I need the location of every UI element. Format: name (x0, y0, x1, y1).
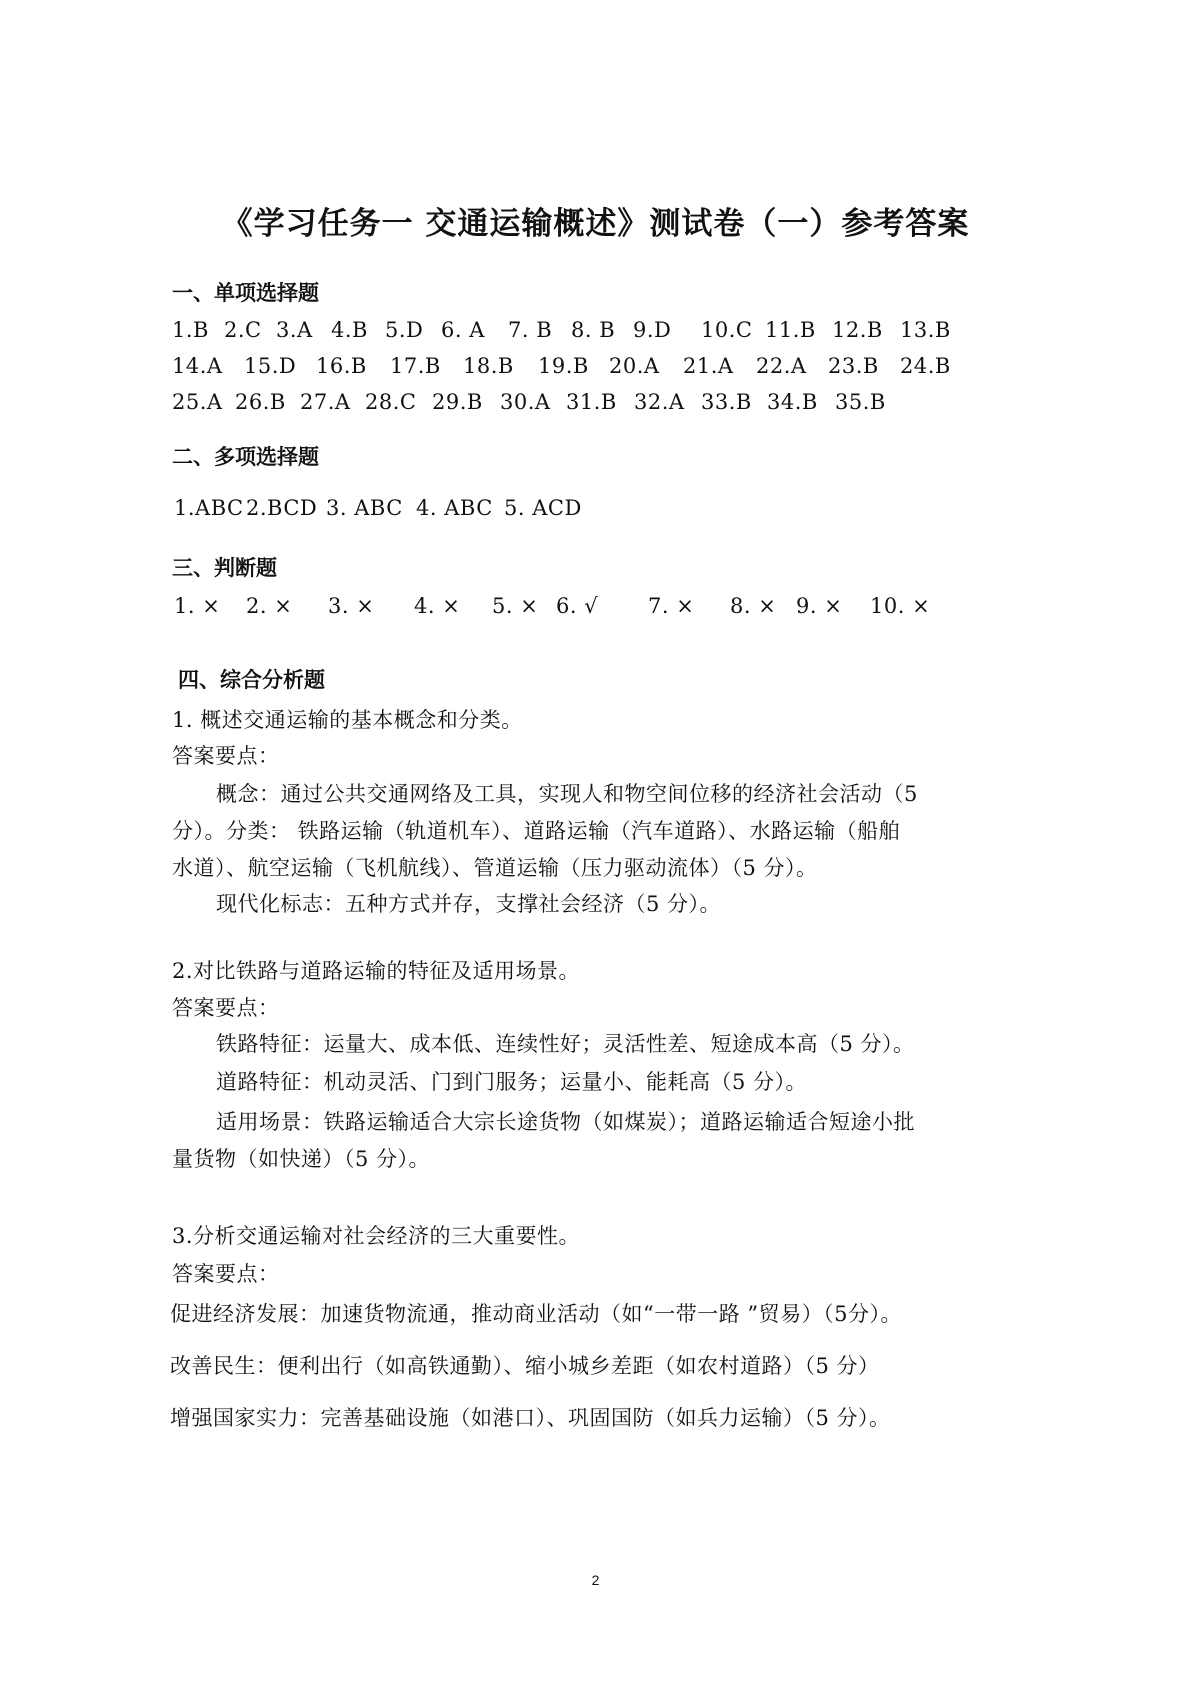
answer-label: 答案要点： (172, 744, 280, 768)
answer-item: 26.B (235, 390, 286, 414)
question-2: 2.对比铁路与道路运输的特征及适用场景。 (172, 959, 581, 983)
answer-item: 25.A (172, 390, 223, 414)
answer-row-3 (172, 390, 1052, 420)
answer-item: 22.A (756, 354, 807, 378)
answer-item: 33.B (701, 390, 752, 414)
answer-item: 4. ABC (416, 496, 493, 520)
answer-item: 35.B (835, 390, 886, 414)
multi-choice-answers (174, 496, 774, 526)
answer-item: 8. B (571, 318, 616, 342)
answer-item: 10.C (701, 318, 753, 342)
answer-item: 15.D (244, 354, 297, 378)
section-heading-comprehensive: 四、综合分析题 (178, 668, 325, 692)
answer-item: 2.C (224, 318, 262, 342)
page-title: 《学习任务一 交通运输概述》测试卷（一）参考答案 (221, 206, 970, 242)
answer-item: 4.B (331, 318, 368, 342)
answer-label: 答案要点： (172, 996, 280, 1020)
answer-item: 21.A (683, 354, 734, 378)
true-false-answers (174, 594, 974, 624)
answer-item: 8. × (730, 594, 777, 618)
answer-item: 10. × (870, 594, 931, 618)
section-heading-multiple-choice: 二、多项选择题 (172, 445, 319, 469)
answer-item: 7. × (648, 594, 695, 618)
answer-item: 27.A (300, 390, 351, 414)
answer-item: 1.ABC (174, 496, 244, 520)
page-number: 2 (591, 1572, 600, 1588)
answer-text: 分）。分类： 铁路运输（轨道机车）、道路运输（汽车道路）、水路运输（船舶 (172, 819, 901, 843)
answer-item: 29.B (432, 390, 483, 414)
answer-item: 2.BCD (246, 496, 318, 520)
answer-item: 1.B (172, 318, 209, 342)
answer-text: 现代化标志：五种方式并存，支撑社会经济（5 分）。 (216, 892, 722, 916)
answer-item: 32.A (634, 390, 685, 414)
answer-item: 1. × (174, 594, 221, 618)
answer-item: 6. √ (556, 594, 599, 618)
question-1: 1. 概述交通运输的基本概念和分类。 (172, 708, 523, 732)
section-heading-true-false: 三、判断题 (172, 556, 277, 580)
answer-item: 23.B (828, 354, 879, 378)
section-heading-single-choice: 一、单项选择题 (172, 281, 319, 305)
answer-item: 9.D (633, 318, 672, 342)
answer-item: 9. × (796, 594, 843, 618)
answer-label: 答案要点： (172, 1262, 280, 1286)
answer-item: 17.B (390, 354, 441, 378)
answer-item: 3. ABC (326, 496, 403, 520)
question-3: 3.分析交通运输对社会经济的三大重要性。 (172, 1224, 581, 1248)
answer-item: 5. × (492, 594, 539, 618)
answer-text: 量货物（如快递）（5 分）。 (172, 1147, 431, 1171)
answer-item: 14.A (172, 354, 223, 378)
answer-item: 20.A (609, 354, 660, 378)
answer-text: 铁路特征：运量大、成本低、连续性好；灵活性差、短途成本高（5 分）。 (216, 1032, 915, 1056)
answer-item: 34.B (767, 390, 818, 414)
answer-item: 31.B (566, 390, 617, 414)
answer-row-2 (172, 354, 1052, 384)
answer-item: 19.B (538, 354, 589, 378)
answer-text: 道路特征：机动灵活、门到门服务；运量小、能耗高（5 分）。 (216, 1070, 808, 1094)
answer-item: 5.D (385, 318, 424, 342)
answer-item: 2. × (246, 594, 293, 618)
answer-row-1 (172, 318, 1052, 348)
answer-item: 7. B (508, 318, 553, 342)
answer-item: 28.C (365, 390, 417, 414)
answer-item: 5. ACD (504, 496, 582, 520)
answer-text: 增强国家实力：完善基础设施（如港口）、巩固国防（如兵力运输）（5 分）。 (170, 1406, 891, 1430)
answer-text: 概念：通过公共交通网络及工具，实现人和物空间位移的经济社会活动（5 (216, 782, 918, 806)
answer-text: 适用场景：铁路运输适合大宗长途货物（如煤炭）；道路运输适合短途小批 (216, 1110, 915, 1134)
answer-item: 6. A (441, 318, 485, 342)
answer-item: 4. × (414, 594, 461, 618)
answer-item: 13.B (900, 318, 951, 342)
answer-item: 3. × (328, 594, 375, 618)
answer-item: 30.A (500, 390, 551, 414)
answer-item: 16.B (316, 354, 367, 378)
answer-item: 3.A (276, 318, 313, 342)
answer-item: 12.B (832, 318, 883, 342)
answer-item: 24.B (900, 354, 951, 378)
answer-text: 促进经济发展：加速货物流通，推动商业活动（如“一带一路 ”贸易）（5分）。 (170, 1302, 903, 1326)
answer-text: 水道）、航空运输（飞机航线）、管道运输（压力驱动流体）（5 分）。 (172, 856, 818, 880)
answer-text: 改善民生：便利出行（如高铁通勤）、缩小城乡差距（如农村道路）（5 分） (170, 1354, 880, 1378)
answer-item: 11.B (765, 318, 816, 342)
answer-item: 18.B (463, 354, 514, 378)
